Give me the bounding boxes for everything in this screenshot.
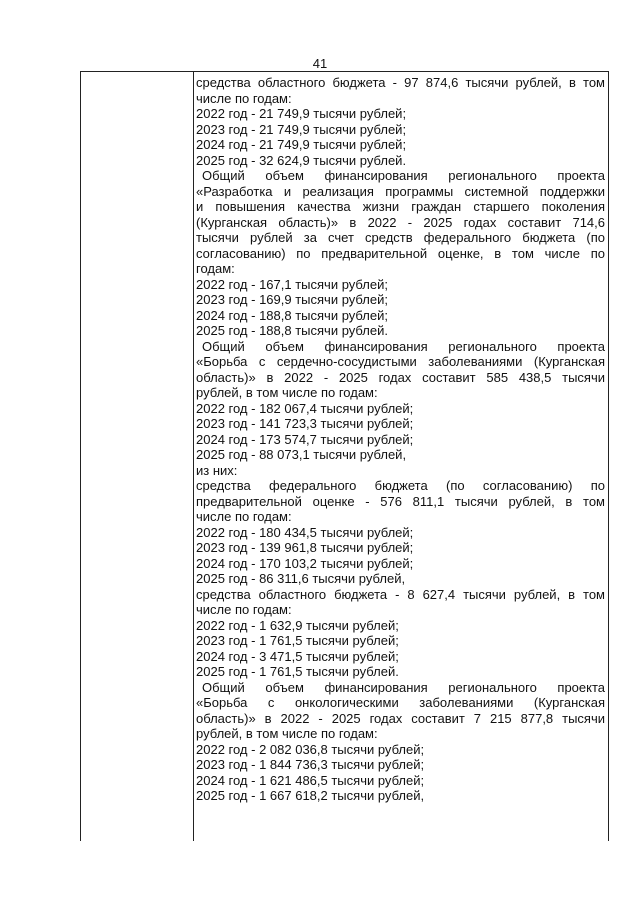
text-line: средства областного бюджета - 97 874,6 тысячи рублей, в том	[196, 75, 605, 90]
text-line: 2024 год - 170 103,2 тысячи рублей;	[196, 555, 414, 571]
page-number: 41	[312, 56, 328, 71]
text-line: годам:	[196, 261, 235, 276]
text-line: числе по годам:	[196, 509, 292, 524]
text-line: 2023 год - 141 723,3 тысячи рублей;	[196, 416, 414, 431]
text-line: и повышения качества жизни граждан старшего поколения	[196, 199, 605, 214]
column-divider	[193, 72, 194, 841]
text-line: 2025 год - 1 761,5 тысячи рублей.	[196, 664, 399, 679]
document-table	[80, 71, 609, 841]
text-line: Общий объем финансирования регионального проекта	[202, 168, 605, 183]
text-line: 2025 год - 1 667 618,2 тысячи рублей,	[196, 788, 425, 803]
text-line: 2022 год - 2 082 036,8 тысячи рублей;	[196, 741, 425, 757]
text-line: 2024 год - 188,8 тысячи рублей;	[196, 307, 388, 323]
text-line: область)» в 2022 - 2025 годах составит 7 215 877,8 тысячи	[196, 710, 605, 726]
text-line: 2023 год - 139 961,8 тысячи рублей;	[196, 540, 414, 555]
text-line: рублей, в том числе по годам:	[196, 385, 378, 400]
text-line: из них:	[196, 462, 238, 478]
text-line: 2025 год - 188,8 тысячи рублей.	[196, 323, 388, 338]
text-line: 2025 год - 86 311,6 тысячи рублей,	[196, 571, 406, 586]
text-line: 2024 год - 1 621 486,5 тысячи рублей;	[196, 772, 425, 788]
text-line: «Борьба с онкологическими заболеваниями (Курганская	[196, 695, 605, 710]
text-line: 2023 год - 169,9 тысячи рублей;	[196, 292, 388, 307]
text-line: 2023 год - 1 761,5 тысячи рублей;	[196, 633, 399, 648]
table-right-column	[196, 75, 605, 804]
text-line: 2025 год - 88 073,1 тысячи рублей,	[196, 447, 407, 462]
text-line: числе по годам:	[196, 602, 292, 617]
text-line: 2022 год - 180 434,5 тысячи рублей;	[196, 524, 414, 540]
text-line: 2024 год - 21 749,9 тысячи рублей;	[196, 137, 407, 152]
text-line: Общий объем финансирования регионального проекта	[202, 338, 605, 354]
text-line: 2023 год - 1 844 736,3 тысячи рублей;	[196, 757, 425, 772]
text-line: числе по годам:	[196, 90, 292, 106]
text-line: средства федерального бюджета (по согласованию) по	[196, 478, 605, 493]
text-line: 2022 год - 21 749,9 тысячи рублей;	[196, 106, 407, 121]
text-line: предварительной оценке - 576 811,1 тысячи рублей, в том	[196, 493, 605, 509]
text-line: согласованию) по предварительной оценке, в том числе по	[196, 245, 605, 261]
text-line: 2022 год - 182 067,4 тысячи рублей;	[196, 400, 414, 416]
text-line: «Борьба с сердечно-сосудистыми заболеваниями (Курганская	[196, 354, 605, 369]
text-line: 2024 год - 3 471,5 тысячи рублей;	[196, 648, 399, 664]
text-line: 2024 год - 173 574,7 тысячи рублей;	[196, 431, 414, 447]
text-line: Общий объем финансирования регионального проекта	[202, 679, 605, 695]
text-line: тысячи рублей за счет средств федерального бюджета (по	[196, 230, 605, 245]
text-line: 2022 год - 1 632,9 тысячи рублей;	[196, 617, 399, 633]
text-line: 2022 год - 167,1 тысячи рублей;	[196, 276, 388, 292]
text-line: область)» в 2022 - 2025 годах составит 585 438,5 тысячи	[196, 369, 605, 385]
text-line: средства областного бюджета - 8 627,4 тысячи рублей, в том	[196, 586, 605, 602]
text-line: 2023 год - 21 749,9 тысячи рублей;	[196, 121, 407, 137]
text-line: 2025 год - 32 624,9 тысячи рублей.	[196, 152, 407, 168]
text-line: (Курганская область)» в 2022 - 2025 годах составит 714,6	[196, 214, 605, 230]
text-line: рублей, в том числе по годам:	[196, 726, 378, 741]
text-line: «Разработка и реализация программы системной поддержки	[196, 183, 605, 199]
table-left-column	[81, 72, 193, 841]
